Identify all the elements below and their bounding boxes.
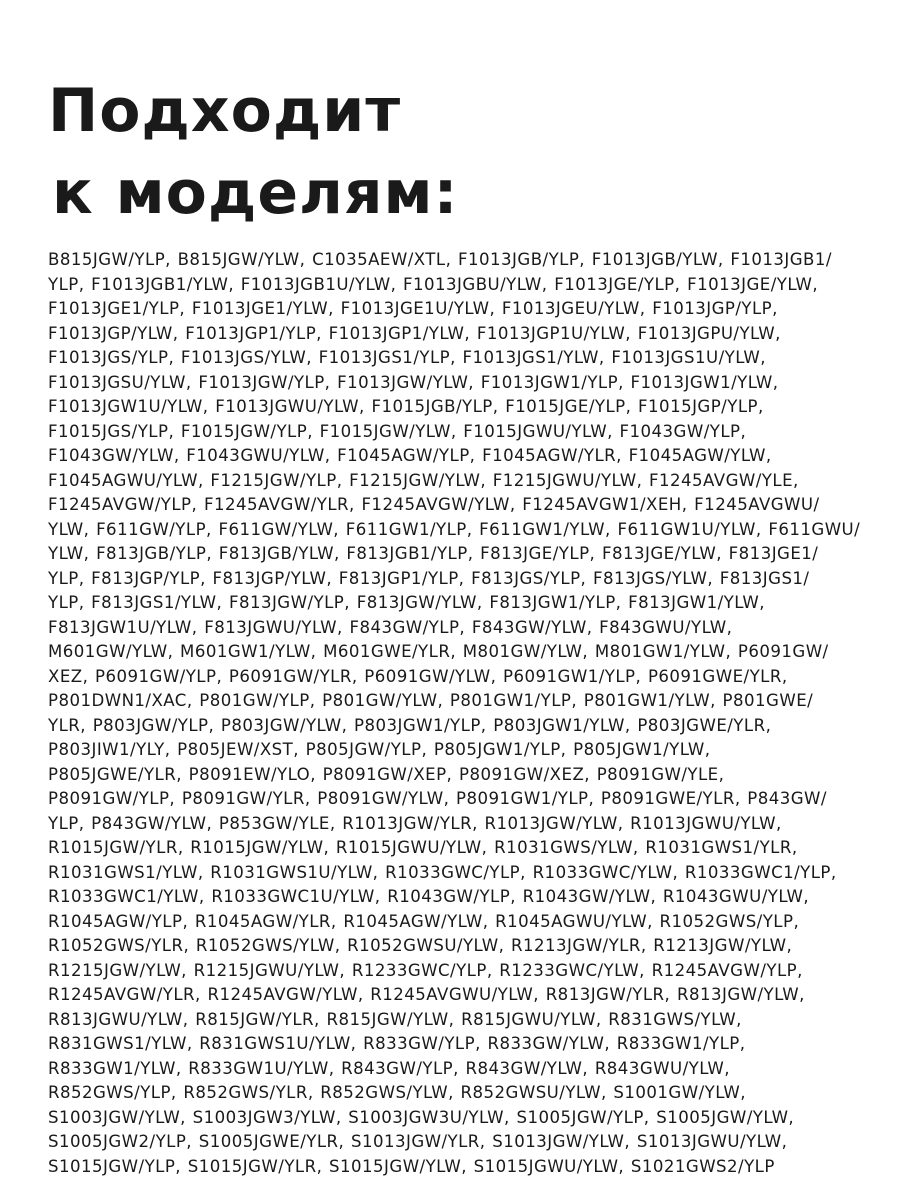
model-list-line: R1015JGW/YLR, R1015JGW/YLW, R1015JGWU/YLW, R1031GWS/YLW, R1031GWS1/YLR, (48, 838, 798, 857)
model-list-line: YLP, F1013JGB1/YLW, F1013JGB1U/YLW, F1013JGBU/YLW, F1013JGE/YLP, F1013JGE/YLW, (48, 274, 819, 294)
model-list-line: YLW, F611GW/YLP, F611GW/YLW, F611GW1/YLP, F611GW1/YLW, F611GW1U/YLW, F611GWU/ (48, 519, 861, 539)
model-list-line: F1013JGSU/YLW, F1013JGW/YLP, F1013JGW/YLW, F1013JGW1/YLP, F1013JGW1/YLW, (48, 372, 779, 392)
model-list-line: R852GWS/YLP, R852GWS/YLR, R852GWS/YLW, R852GWSU/YLW, S1001GW/YLW, (48, 1083, 746, 1102)
model-list-line: F1043GW/YLW, F1043GWU/YLW, F1045AGW/YLP, F1045AGW/YLR, F1045AGW/YLW, (48, 446, 772, 465)
model-list-line: R1245AVGW/YLR, R1245AVGW/YLW, R1245AVGWU/YLW, R813JGW/YLR, R813JGW/YLW, (48, 985, 805, 1004)
model-list-line: YLR, P803JGW/YLP, P803JGW/YLW, P803JGW1/YLP, P803JGW1/YLW, P803JGWE/YLR, (48, 715, 772, 735)
model-list-line: R1215JGW/YLW, R1215JGWU/YLW, R1233GWC/YLP, R1233GWC/YLW, R1245AVGW/YLP, (48, 960, 803, 980)
model-list-line: F1045AGWU/YLW, F1215JGW/YLP, F1215JGW/YLW, F1215JGWU/YLW, F1245AVGW/YLE, (48, 470, 799, 490)
page-title (48, 70, 860, 234)
model-list-line: YLW, F813JGB/YLP, F813JGB/YLW, F813JGB1/YLP, F813JGE/YLP, F813JGE/YLW, F813JGE1/ (48, 544, 819, 563)
model-list-line: F813JGW1U/YLW, F813JGWU/YLW, F843GW/YLP, F843GW/YLW, F843GWU/YLW, (48, 617, 733, 637)
model-list-line: XEZ, P6091GW/YLP, P6091GW/YLR, P6091GW/YLW, P6091GW1/YLP, P6091GWE/YLR, (48, 666, 788, 686)
model-list-line: R1031GWS1/YLW, R1031GWS1U/YLW, R1033GWC/YLP, R1033GWC/YLW, R1033GWC1/YLP, (48, 862, 837, 882)
model-list-line: S1015JGW/YLP, S1015JGW/YLR, S1015JGW/YLW, S1015JGWU/YLW, S1021GWS2/YLP (48, 1156, 775, 1176)
model-list-line: R831GWS1/YLW, R831GWS1U/YLW, R833GW/YLP, R833GW/YLW, R833GW1/YLP, (48, 1034, 746, 1053)
title-line-2: к моделям: (52, 158, 459, 228)
model-list-line: F1013JGP/YLW, F1013JGP1/YLP, F1013JGP1/YLW, F1013JGP1U/YLW, F1013JGPU/YLW, (48, 323, 781, 343)
model-list-line: R813JGWU/YLW, R815JGW/YLR, R815JGW/YLW, R815JGWU/YLW, R831GWS/YLW, (48, 1009, 742, 1029)
model-list (48, 248, 860, 1179)
model-list-line: R1033GWC1/YLW, R1033GWC1U/YLW, R1043GW/YLP, R1043GW/YLW, R1043GWU/YLW, (48, 887, 810, 906)
model-list-line: R1052GWS/YLR, R1052GWS/YLW, R1052GWSU/YLW, R1213JGW/YLR, R1213JGW/YLW, (48, 936, 793, 955)
model-list-line: F1015JGS/YLP, F1015JGW/YLP, F1015JGW/YLW, F1015JGWU/YLW, F1043GW/YLP, (48, 421, 747, 441)
model-list-line: S1005JGW2/YLP, S1005JGWE/YLR, S1013JGW/YLR, S1013JGW/YLW, S1013JGWU/YLW, (48, 1132, 788, 1151)
model-list-line: R833GW1/YLW, R833GW1U/YLW, R843GW/YLP, R843GW/YLW, R843GWU/YLW, (48, 1058, 730, 1078)
model-list-line: F1245AVGW/YLP, F1245AVGW/YLR, F1245AVGW/YLW, F1245AVGW1/XEH, F1245AVGWU/ (48, 495, 820, 514)
model-list-line: P8091GW/YLP, P8091GW/YLR, P8091GW/YLW, P8091GW1/YLP, P8091GWE/YLR, P843GW/ (48, 789, 827, 808)
model-list-line: F1013JGS/YLP, F1013JGS/YLW, F1013JGS1/YLP, F1013JGS1/YLW, F1013JGS1U/YLW, (48, 348, 766, 367)
model-list-line: M601GW/YLW, M601GW1/YLW, M601GWE/YLR, M801GW/YLW, M801GW1/YLW, P6091GW/ (48, 642, 829, 661)
model-list-line: F1013JGE1/YLP, F1013JGE1/YLW, F1013JGE1U/YLW, F1013JGEU/YLW, F1013JGP/YLP, (48, 299, 778, 318)
model-list-line: YLP, F813JGS1/YLW, F813JGW/YLP, F813JGW/YLW, F813JGW1/YLP, F813JGW1/YLW, (48, 593, 766, 612)
model-list-line: P805JGWE/YLR, P8091EW/YLO, P8091GW/XEP, P8091GW/XEZ, P8091GW/YLE, (48, 764, 725, 784)
model-list-line: P801DWN1/XAC, P801GW/YLP, P801GW/YLW, P801GW1/YLP, P801GW1/YLW, P801GWE/ (48, 691, 814, 710)
model-list-line: B815JGW/YLP, B815JGW/YLW, C1035AEW/XTL, F1013JGB/YLP, F1013JGB/YLW, F1013JGB1/ (48, 250, 832, 269)
model-list-line: YLP, F813JGP/YLP, F813JGP/YLW, F813JGP1/YLP, F813JGS/YLP, F813JGS/YLW, F813JGS1/ (48, 568, 810, 588)
model-list-line: S1003JGW/YLW, S1003JGW3/YLW, S1003JGW3U/YLW, S1005JGW/YLP, S1005JGW/YLW, (48, 1107, 795, 1127)
title-line-1: Подходит (48, 76, 402, 146)
model-list-line: P803JIW1/YLY, P805JEW/XST, P805JGW/YLP, P805JGW1/YLP, P805JGW1/YLW, (48, 740, 711, 759)
model-list-line: R1045AGW/YLP, R1045AGW/YLR, R1045AGW/YLW, R1045AGWU/YLW, R1052GWS/YLP, (48, 911, 800, 931)
model-list-line: YLP, P843GW/YLW, P853GW/YLE, R1013JGW/YLR, R1013JGW/YLW, R1013JGWU/YLW, (48, 813, 782, 833)
model-list-line: F1013JGW1U/YLW, F1013JGWU/YLW, F1015JGB/YLP, F1015JGE/YLP, F1015JGP/YLP, (48, 397, 764, 416)
